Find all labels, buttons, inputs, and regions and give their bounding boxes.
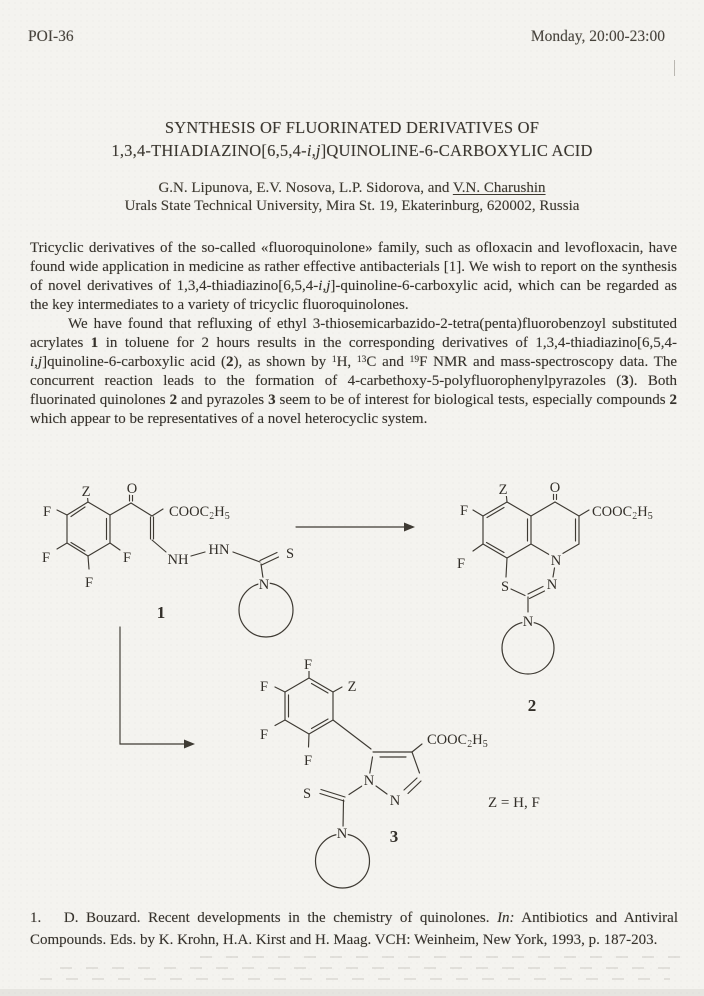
atom-label-N: N (258, 577, 270, 593)
atom-label-N: N (336, 826, 348, 842)
amine-ring-circle (316, 834, 370, 888)
paper-title (0, 116, 704, 162)
scan-edge-shadow (0, 989, 704, 996)
atom-label-Z: Z (498, 482, 508, 498)
ester-label: $COOC_2H_5$ (427, 732, 488, 750)
reaction-scheme (20, 465, 695, 905)
atom-label-F: F (259, 679, 269, 695)
reaction-arrow-1-to-2 (296, 523, 415, 532)
atom-label-HN: HN (208, 542, 230, 558)
scan-artifact-line (40, 978, 670, 980)
compound-1-label: 1 (156, 603, 166, 622)
atom-label-Z: Z (81, 484, 91, 500)
compound-3-label: 3 (389, 827, 399, 846)
arrowhead-icon (404, 523, 415, 532)
ester-label: $COOC_2H_5$ (592, 504, 653, 522)
reference-item: 1. D. Bouzard. Recent developments in the chemistry of quinolones. In: Antibiotics and Antiviral Compounds. Eds. by K. Krohn, H.A. Kirst and H. Maag. VCH: Weinheim, New York, 1993, p. 187-203. (30, 910, 679, 948)
affiliation-line: Urals State Technical University, Mira St. 19, Ekaterinburg, 620002, Russia (124, 198, 580, 214)
atom-label-F: F (456, 556, 466, 572)
structure-2-thiadiazinoquinoline (457, 480, 653, 715)
atom-label-F: F (41, 550, 51, 566)
structure-2-bonds (473, 490, 589, 674)
atom-label-F: F (42, 504, 52, 520)
authors-line: G.N. Lipunova, E.V. Nosova, L.P. Sidorova, and V.N. Charushin (158, 180, 546, 196)
structure-1-acrylate (42, 481, 294, 637)
atom-label-S: S (302, 786, 312, 802)
atom-label-N: N (389, 793, 401, 809)
atom-label-O: O (126, 481, 138, 497)
atom-label-F: F (303, 753, 313, 769)
session-time: Monday, 20:00-23:00 (530, 28, 665, 45)
atom-label-S: S (500, 579, 510, 595)
scan-artifact-line (60, 967, 680, 969)
z-substituent-legend: Z = H, F (488, 795, 540, 811)
arrowhead-icon (184, 740, 195, 749)
atom-label-N: N (522, 614, 534, 630)
structure-3-bonds (275, 671, 422, 888)
atom-label-N: N (546, 577, 558, 593)
paper-title-line1: SYNTHESIS OF FLUORINATED DERIVATIVES OF (164, 118, 540, 137)
atom-label-F: F (84, 575, 94, 591)
paper-title-line2: 1,3,4-THIADIAZINO[6,5,4-i,j]QUINOLINE-6-CARBOXYLIC ACID (111, 141, 593, 160)
compound-2-label: 2 (527, 696, 537, 715)
atom-label-N: N (363, 773, 375, 789)
page-header (28, 28, 665, 46)
atom-label-F: F (459, 503, 469, 519)
atom-label-NH: NH (167, 552, 189, 568)
atom-label-S: S (285, 546, 295, 562)
ester-label: $COOC_2H_5$ (169, 504, 230, 522)
atom-label-O: O (549, 480, 561, 496)
abstract-paragraph-2: We have found that refluxing of ethyl 3-thiosemicarbazido-2-tetra(penta)fluorobenzoyl substituted acrylates 1 in toluene for 2 hours results in the corresponding derivatives of 1,3,4-thiadiazino[6,5,4-i,j]quinoline-6-carboxylic acid (2), as shown by $^1$H, $^{13}$C and $^{19}$F NMR and mass-spectroscopy data. The concurrent reaction leads to the formation of 4-carbethoxy-5-polyfluorophenylpyrazoles (3). Both fluorinated quinolones 2 and pyrazoles 3 seem to be of interest for biological tests, especially compounds 2 which appear to be representatives of a novel heterocyclic system. (30, 316, 678, 427)
reference-list (30, 908, 678, 951)
abstract-paragraph-1: Tricyclic derivatives of the so-called «fluoroquinolone» family, such as ofloxacin and levofloxacin, have found wide application in medicine as rather effective antibacterials [1]. We wish to report on the synthesis of novel derivatives of 1,3,4-thiadiazino[6,5,4-i,j]-quinoline-6-carboxylic acid, which can be regarded as the key intermediates to a variety of tricyclic fluoroquinolones. (30, 240, 677, 313)
scan-artifact-mark (674, 60, 675, 76)
atom-label-N: N (550, 553, 562, 569)
abstract-body (30, 239, 677, 429)
atom-label-F: F (303, 657, 313, 673)
atom-label-F: F (122, 550, 132, 566)
structure-3-pyrazole (260, 657, 488, 888)
atom-label-Z: Z (347, 679, 357, 695)
reaction-arrow-1-to-3 (120, 627, 195, 749)
session-code: POI-36 (28, 28, 74, 45)
scan-artifact-line (200, 956, 680, 958)
atom-label-F: F (259, 727, 269, 743)
